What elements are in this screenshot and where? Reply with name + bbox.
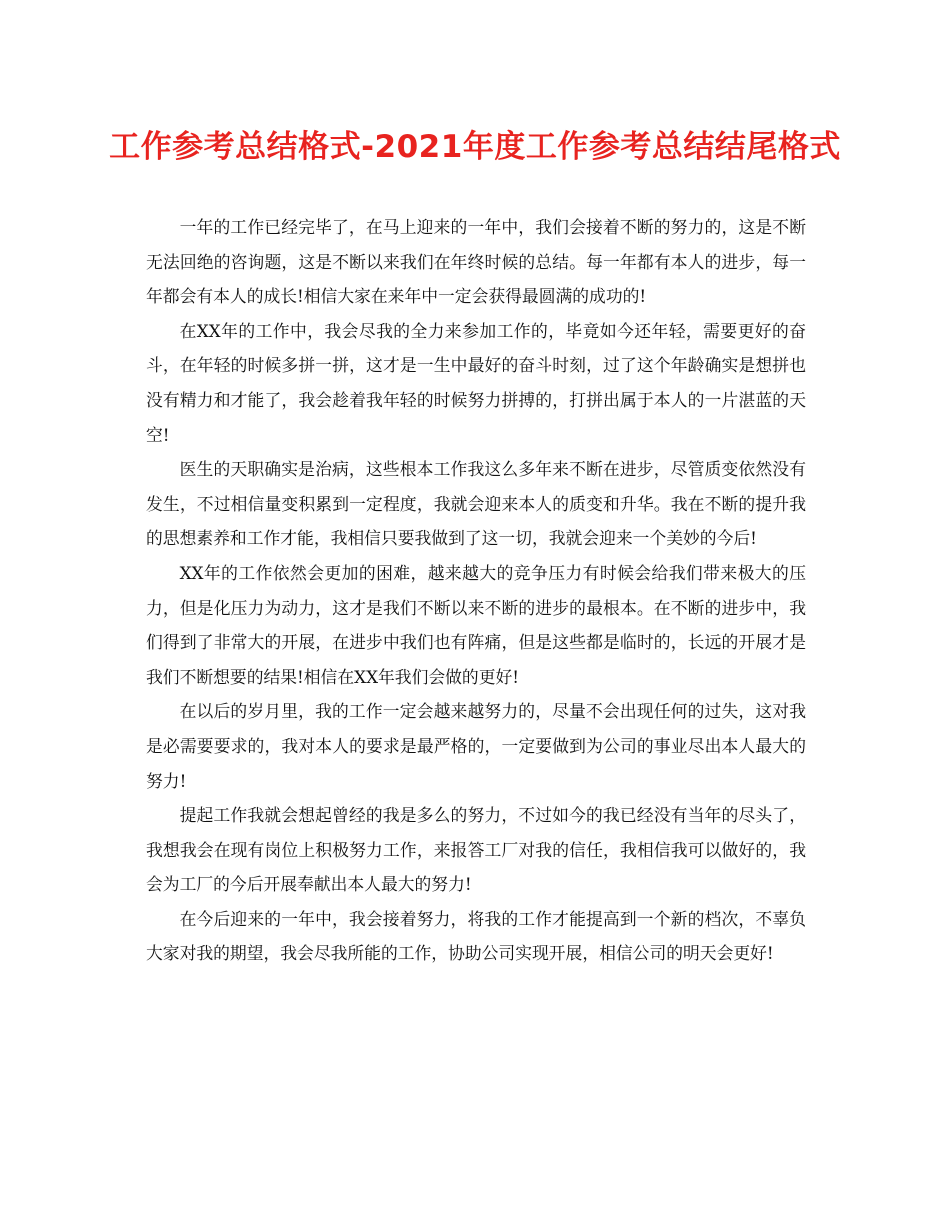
body-paragraph-3: 医生的天职确实是治病，这些根本工作我这么多年来不断在进步，尽管质变依然没有发生，不过相信量变积累到一定程度，我就会迎来本人的质变和升华。我在不断的提升我的思想素养和工作才能，我相信只要我做到了这一切，我就会迎来一个美妙的今后! [146,459,806,549]
body-paragraph-2: 在XX年的工作中，我会尽我的全力来参加工作的，毕竟如今还年轻，需要更好的奋斗，在年轻的时候多拼一拼，这才是一生中最好的奋斗时刻，过了这个年龄确实是想拼也没有精力和才能了，我会趁着我年轻的时候努力拼搏的，打拼出属于本人的一片湛蓝的天空! [146,320,806,445]
document-body [146,210,806,971]
body-paragraph-6: 提起工作我就会想起曾经的我是多么的努力，不过如今的我已经没有当年的尽头了，我想我会在现有岗位上积极努力工作，来报答工厂对我的信任，我相信我可以做好的，我会为工厂的今后开展奉献出本人最大的努力! [146,805,806,895]
body-paragraph-1: 一年的工作已经完毕了，在马上迎来的一年中，我们会接着不断的努力的，这是不断无法回绝的咨询题，这是不断以来我们在年终时候的总结。每一年都有本人的进步，每一年都会有本人的成长!相信大家在来年中一定会获得最圆满的成功的! [146,217,806,307]
document-title: 工作参考总结格式-2021年度工作参考总结结尾格式 [109,129,841,165]
body-paragraph-7: 在今后迎来的一年中，我会接着努力，将我的工作才能提高到一个新的档次，不辜负大家对我的期望，我会尽我所能的工作，协助公司实现开展，相信公司的明天会更好! [146,908,806,964]
body-paragraph-5: 在以后的岁月里，我的工作一定会越来越努力的，尽量不会出现任何的过失，这对我是必需要要求的，我对本人的要求是最严格的，一定要做到为公司的事业尽出本人最大的努力! [146,701,806,791]
body-paragraph-4: XX年的工作依然会更加的困难，越来越大的竞争压力有时候会给我们带来极大的压力，但是化压力为动力，这才是我们不断以来不断的进步的最根本。在不断的进步中，我们得到了非常大的开展，在进步中我们也有阵痛，但是这些都是临时的，长远的开展才是我们不断想要的结果!相信在XX年我们会做的更好! [146,562,806,687]
